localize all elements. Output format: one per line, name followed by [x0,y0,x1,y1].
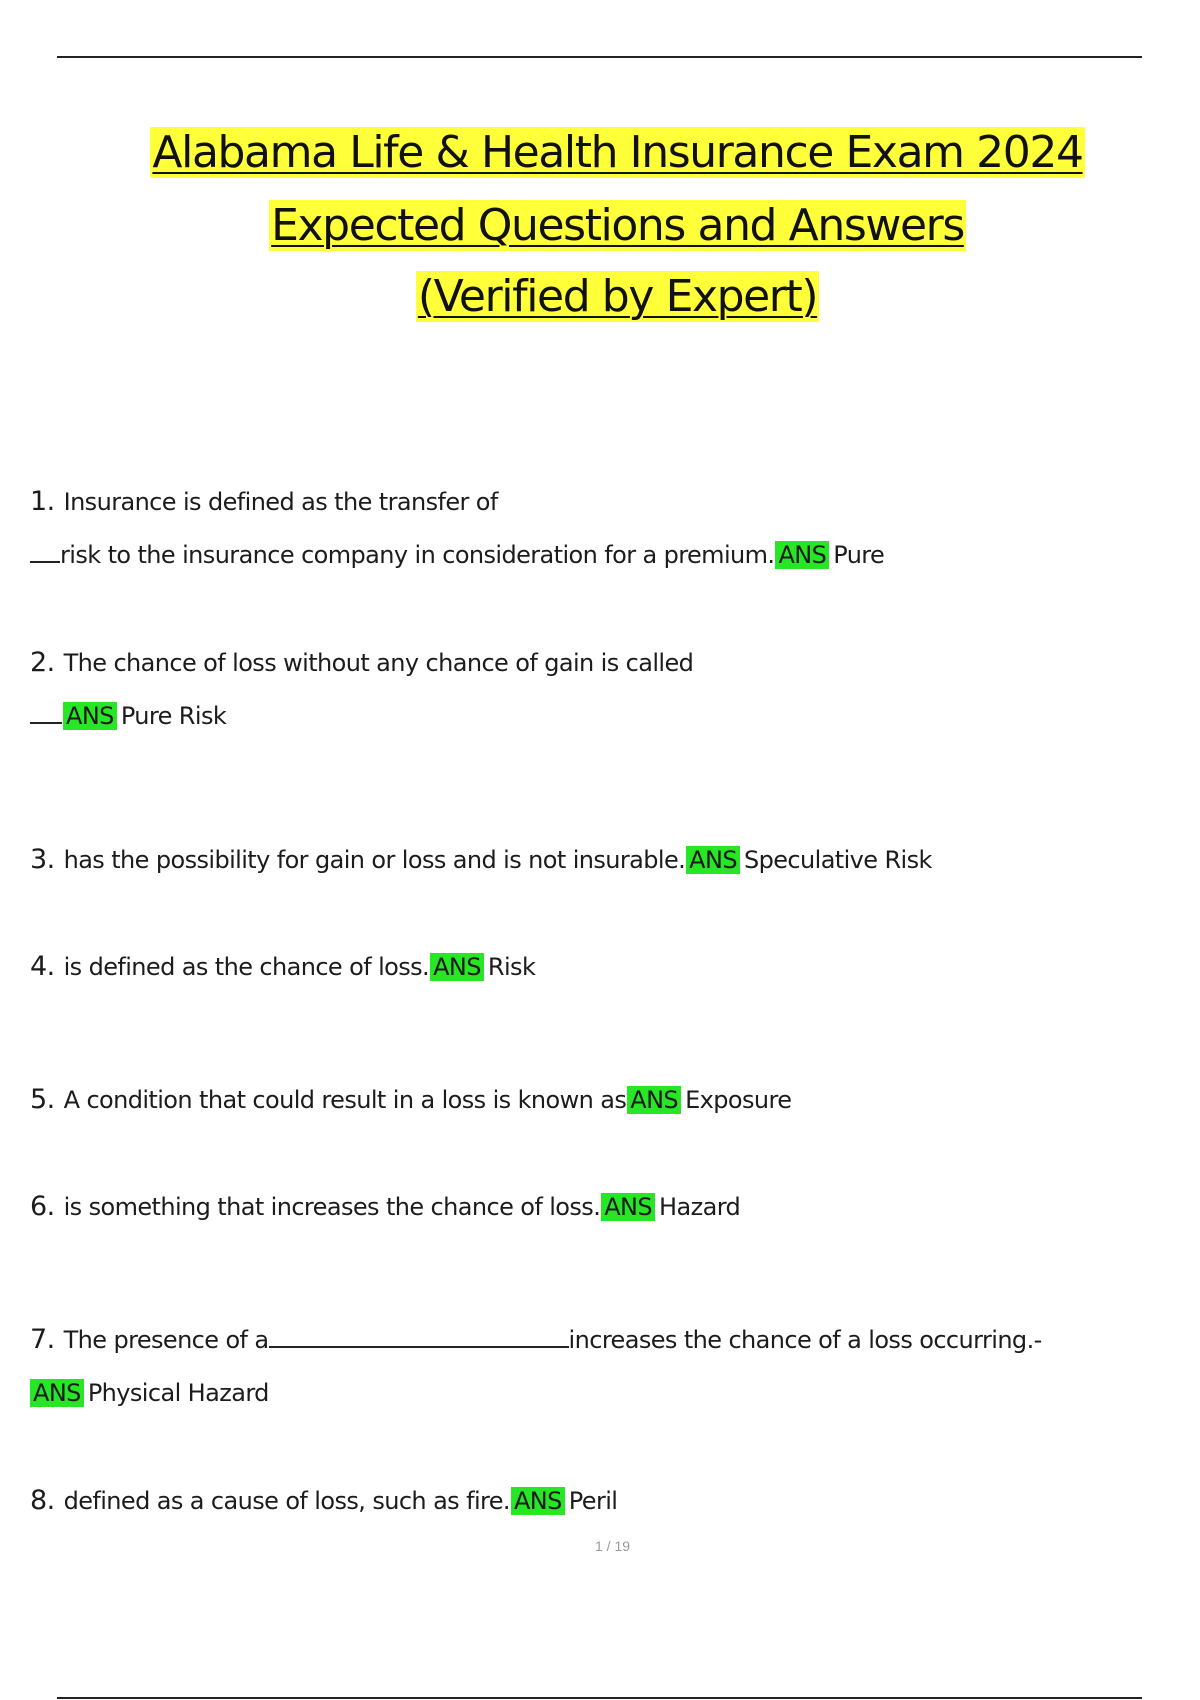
question-text: defined as a cause of loss, such as fire. [63,1487,510,1515]
question-text: The presence of a [63,1326,269,1354]
question-text: Insurance is defined as the transfer of [63,488,498,516]
question-number: 4. [30,951,55,982]
question-6 [30,1189,740,1225]
question-number: 7. [30,1324,55,1355]
answer-marker: ANS [63,702,117,730]
question-8 [30,1483,617,1519]
question-text: has the possibility for gain or loss and is not insurable. [63,846,686,874]
document-title-line-2: Expected Questions and Answers [271,200,964,251]
answer-marker: ANS [601,1193,655,1221]
question-5 [30,1082,791,1118]
question-number: 5. [30,1084,55,1115]
question-1-line-2 [30,537,884,573]
answer-marker: ANS [30,1379,84,1407]
answer-blank [30,700,62,724]
answer-text: Peril [568,1487,618,1515]
bottom-rule [57,1697,1142,1699]
question-text: The chance of loss without any chance of gain is called [63,649,694,677]
answer-marker: ANS [775,541,829,569]
question-7-line-2 [30,1375,269,1411]
top-rule [57,56,1142,58]
question-2-line-1 [30,645,693,681]
question-number: 8. [30,1485,55,1516]
question-7-line-1 [30,1322,1042,1358]
question-2-line-2 [30,698,226,734]
document-title-line-3: (Verified by Expert) [417,271,818,322]
question-number: 3. [30,844,55,875]
question-text: is defined as the chance of loss. [63,953,430,981]
question-text: A condition that could result in a loss is known as [63,1086,627,1114]
page-indicator: 1 / 19 [594,1538,631,1554]
answer-text: Exposure [685,1086,792,1114]
question-3 [30,842,932,878]
question-text: is something that increases the chance of loss. [63,1193,601,1221]
question-1-line-1 [30,484,498,520]
answer-text: Pure Risk [120,702,227,730]
answer-text: Speculative Risk [743,846,932,874]
answer-marker: ANS [627,1086,681,1114]
question-4 [30,949,535,985]
answer-blank [30,539,60,563]
answer-text: Risk [487,953,536,981]
answer-marker: ANS [686,846,740,874]
answer-text: Hazard [659,1193,741,1221]
question-text: risk to the insurance company in consideration for a premium. [60,541,775,569]
document-title-line-1: Alabama Life & Health Insurance Exam 2024 [152,127,1083,178]
answer-marker: ANS [430,953,484,981]
question-number: 6. [30,1191,55,1222]
answer-text: Physical Hazard [87,1379,269,1407]
answer-text: Pure [833,541,885,569]
question-number: 2. [30,647,55,678]
question-text: increases the chance of a loss occurring.- [568,1326,1042,1354]
question-number: 1. [30,486,55,517]
answer-marker: ANS [511,1487,565,1515]
answer-blank [269,1324,569,1348]
